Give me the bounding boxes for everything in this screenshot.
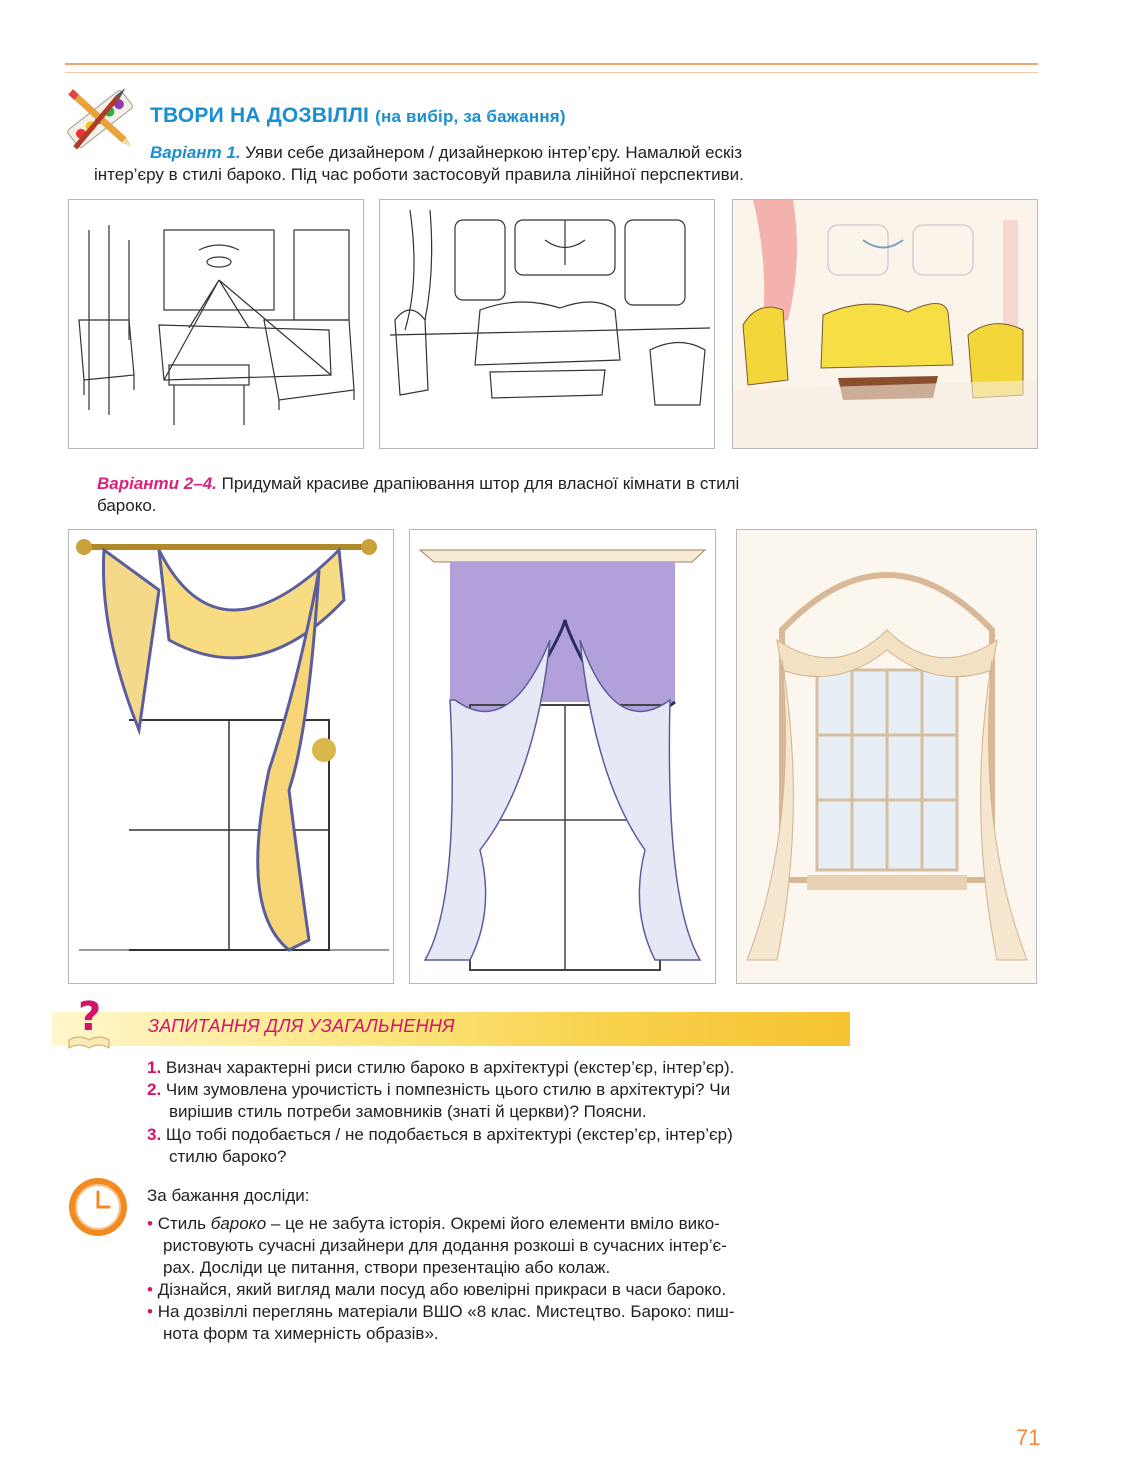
- interior-sketch-perspective: [68, 199, 364, 449]
- variant1-label: Варіант 1.: [150, 143, 241, 162]
- bullet-dot: •: [147, 1214, 153, 1233]
- section-title-sub: (на вибір, за бажання): [375, 107, 566, 126]
- curtain-drawing-yellow: [68, 529, 394, 984]
- variants24-text1: Придумай красиве драпіювання штор для власної кімнати в стилі: [216, 474, 740, 493]
- research-b1-a: Стиль: [157, 1214, 211, 1233]
- bullet-dot: •: [147, 1302, 153, 1321]
- top-rule: [65, 63, 1038, 65]
- question-book-icon: [64, 990, 114, 1052]
- research-b1-b: – це не забута історія. Окремі його елементи вміло вико-: [266, 1214, 720, 1233]
- research-bullet-3-line-2: нота форм та химерність образів».: [163, 1324, 439, 1343]
- research-b2-text: Дізнайся, який вигляд мали посуд або ювелірні прикраси в часи бароко.: [157, 1280, 727, 1299]
- interior-sketch-lineart: [379, 199, 715, 449]
- section-title-main: ТВОРИ НА ДОЗВІЛЛІ: [150, 104, 370, 127]
- research-b3-text: На дозвіллі переглянь матеріали ВШО «8 клас. Мистецтво. Бароко: пиш-: [157, 1302, 735, 1321]
- section-title: [150, 104, 566, 128]
- curtain-drawing-violet: [409, 529, 716, 984]
- top-rule-thin: [65, 72, 1038, 73]
- research-bullet-3-line-1: [147, 1301, 734, 1323]
- research-bullet-1-line-2: ристовують сучасні дизайнери для додання розкоші в сучасних інтер’є-: [163, 1236, 727, 1255]
- variants24-line2: бароко.: [97, 496, 157, 515]
- variant1-line2: інтер’єру в стилі бароко. Під час роботи застосовуй правила лінійної перспективи.: [94, 165, 744, 184]
- research-bullet-2: [147, 1279, 726, 1301]
- question-2: [147, 1079, 730, 1101]
- art-supplies-icon: [56, 78, 144, 160]
- clock-icon: [67, 1176, 129, 1238]
- question-1-text: Визнач характерні риси стилю бароко в архітектурі (екстер’єр, інтер’єр).: [165, 1058, 735, 1077]
- question-2-num: 2.: [147, 1080, 162, 1099]
- question-3-num: 3.: [147, 1125, 162, 1144]
- question-2-text-2: вирішив стиль потреби замовників (знаті й церкви)? Поясни.: [169, 1102, 647, 1121]
- variant1-text1: Уяви себе дизайнером / дизайнеркою інтер’єру. Намалюй ескіз: [240, 143, 743, 162]
- bullet-dot: •: [147, 1280, 153, 1299]
- research-bullet-1-line-1: [147, 1213, 720, 1235]
- question-3-text-2: стилю бароко?: [169, 1147, 287, 1166]
- question-3-text-1: Що тобі подобається / не подобається в архітектурі (екстер’єр, інтер’єр): [165, 1125, 733, 1144]
- question-2-text-1: Чим зумовлена урочистість і помпезність цього стилю в архітектурі? Чи: [165, 1080, 731, 1099]
- research-b1-em: бароко: [210, 1214, 267, 1233]
- question-3: [147, 1124, 733, 1146]
- question-1: [147, 1057, 734, 1079]
- question-1-num: 1.: [147, 1058, 162, 1077]
- interior-color-drawing: [732, 199, 1038, 449]
- research-intro: За бажання досліди:: [147, 1186, 310, 1205]
- research-bullet-1-line-3: рах. Досліди це питання, створи презентацію або колаж.: [163, 1258, 611, 1277]
- variants24-line1: [97, 472, 739, 495]
- variants24-label: Варіанти 2–4.: [97, 474, 217, 493]
- variant1-line1: [150, 141, 742, 164]
- page-number: 71: [1016, 1425, 1041, 1450]
- questions-title: ЗАПИТАННЯ ДЛЯ УЗАГАЛЬНЕННЯ: [148, 1016, 455, 1036]
- curtain-drawing-arched: [736, 529, 1037, 984]
- svg-text:?: ?: [78, 994, 102, 1040]
